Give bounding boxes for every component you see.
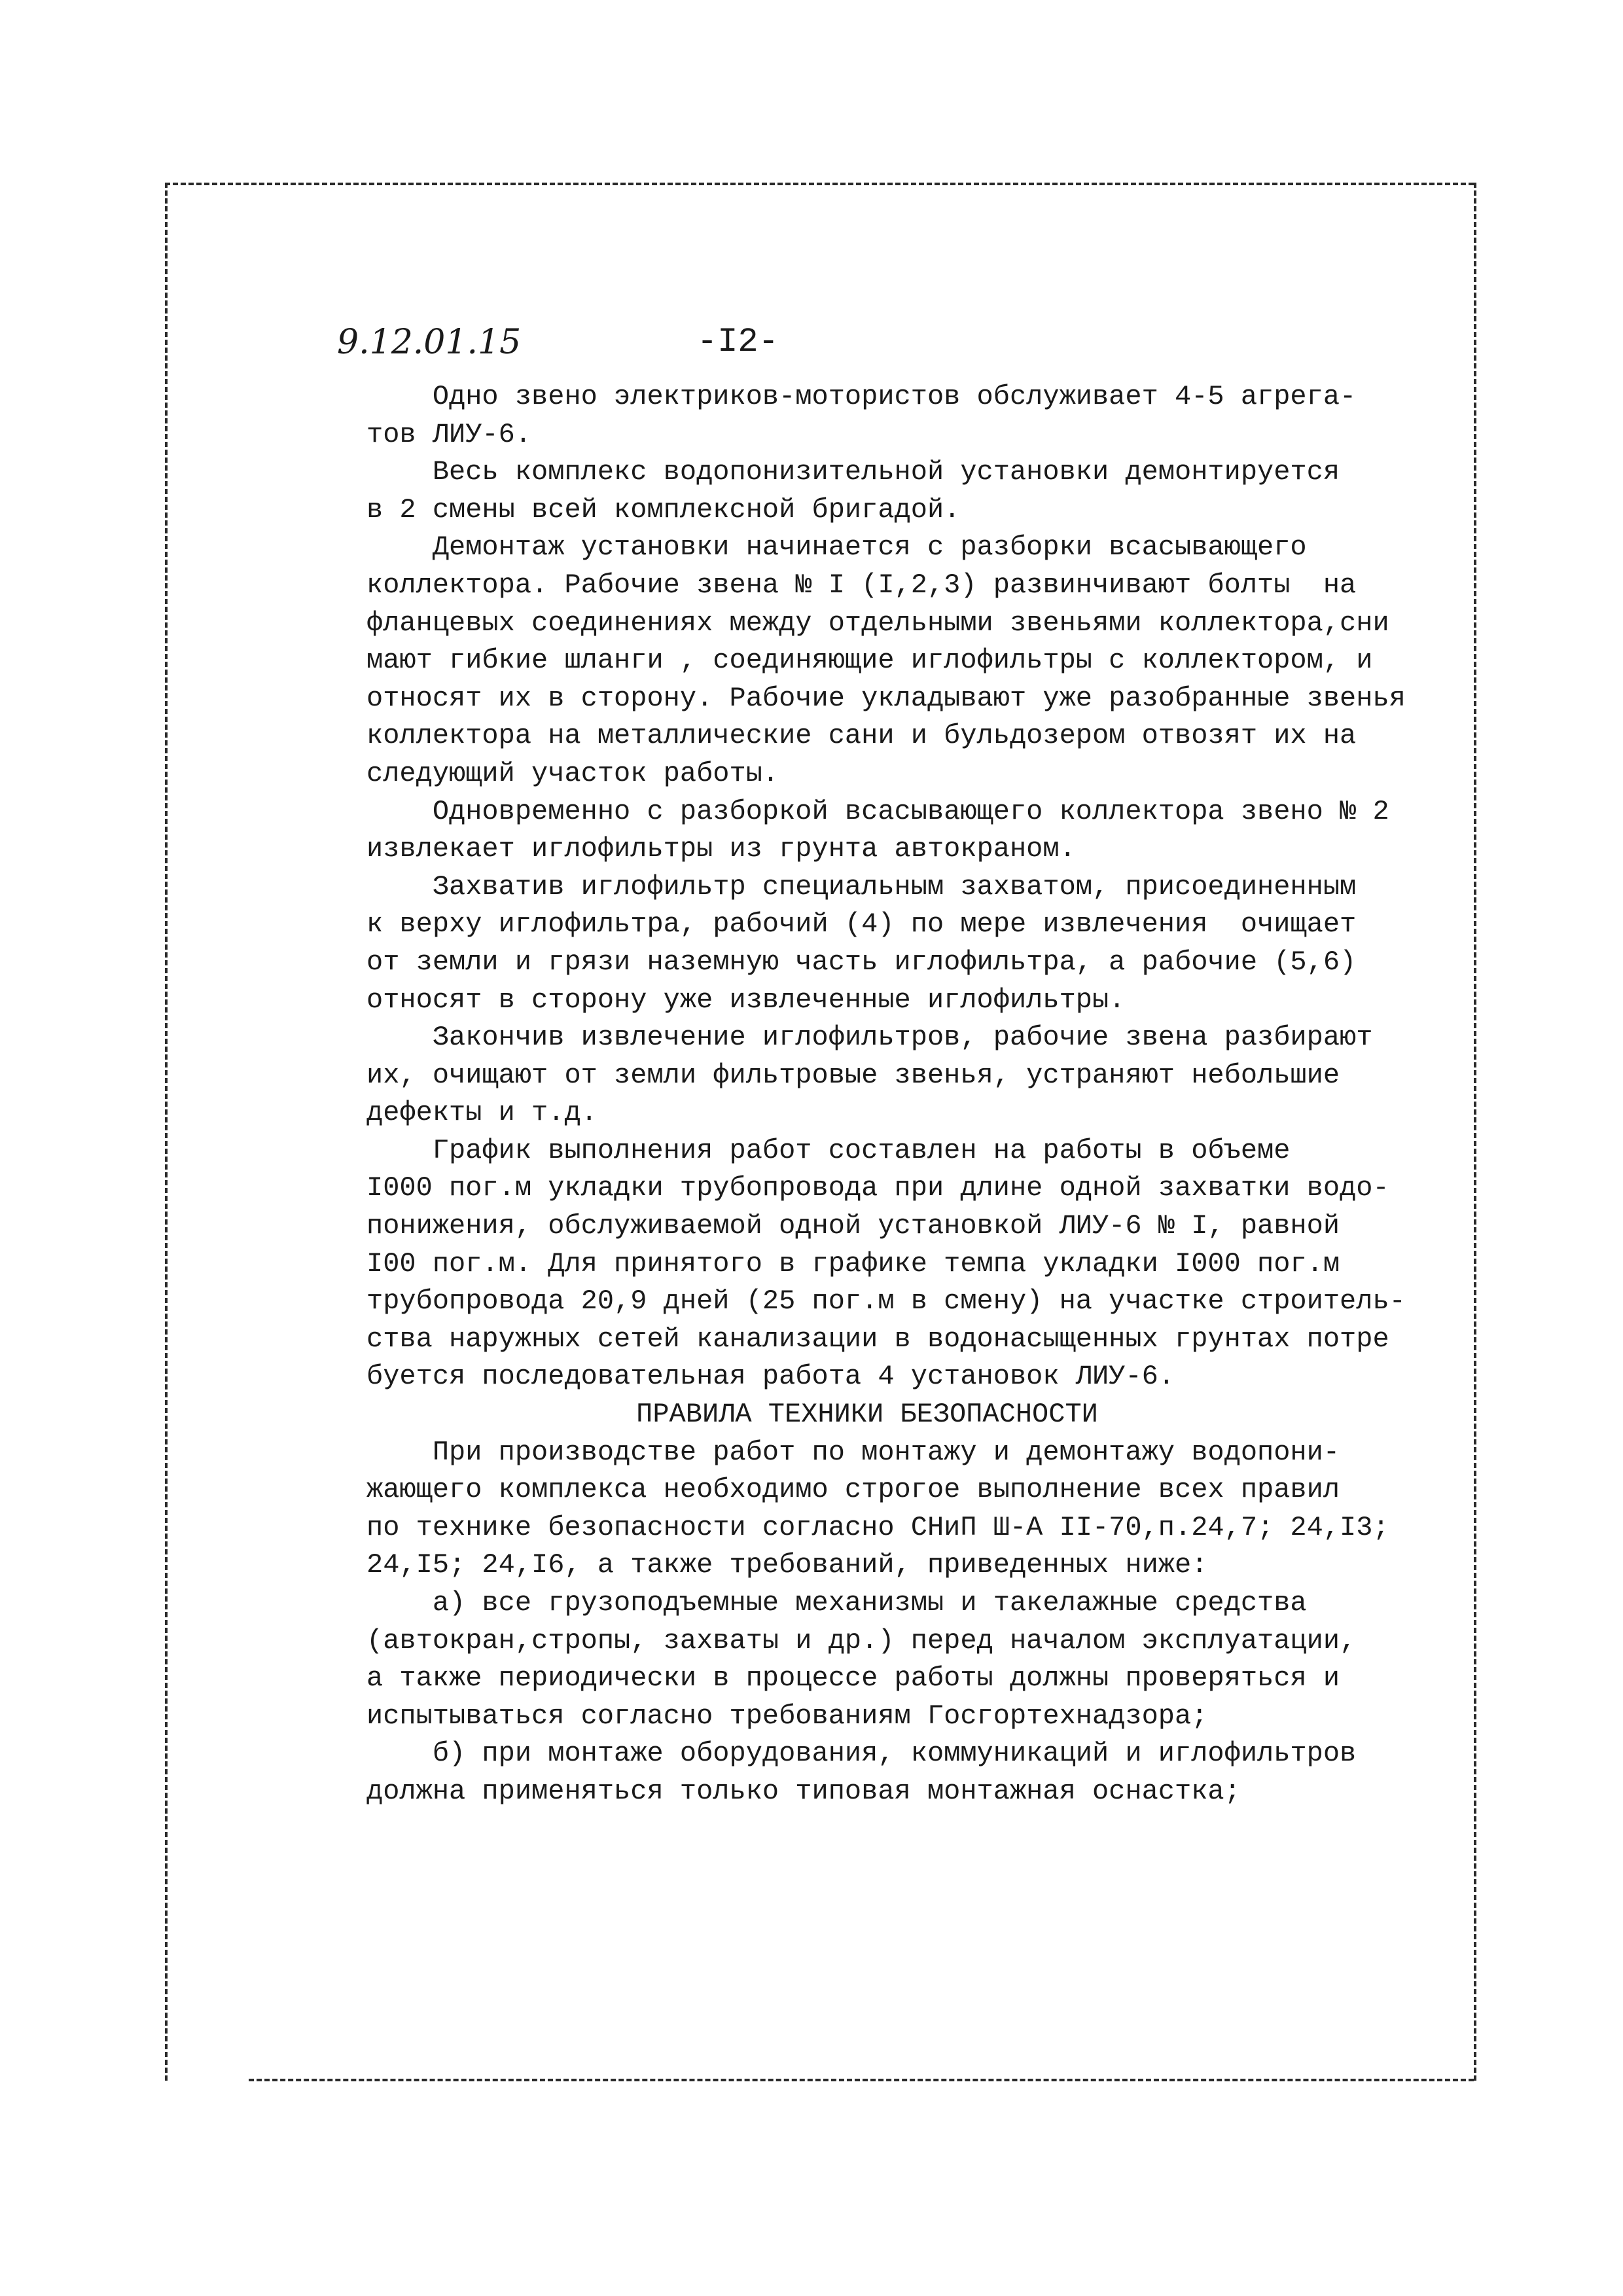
document-code: 9.12.01.15 bbox=[337, 323, 522, 362]
text-line: жающего комплекса необходимо строгое выполнение всех правил bbox=[366, 1474, 1340, 1506]
text-line: I000 пог.м укладки трубопровода при длине одной захватки водо- bbox=[366, 1172, 1389, 1204]
text-line: а) все грузоподъемные механизмы и такелажные средства bbox=[366, 1587, 1307, 1619]
frame-bottom-border bbox=[249, 2079, 1474, 2081]
text-line: мают гибкие шланги , соединяющие иглофильтры с коллектором, и bbox=[366, 645, 1373, 677]
text-line: коллектора. Рабочие звена № I (I,2,3) развинчивают болты на bbox=[366, 569, 1357, 601]
text-line: к верху иглофильтра, рабочий (4) по мере извлечения очищает bbox=[366, 908, 1357, 941]
text-line: понижения, обслуживаемой одной установкой ЛИУ-6 № I, равной bbox=[366, 1210, 1340, 1242]
text-line: Одно звено электриков-мотористов обслуживает 4-5 агрега- bbox=[366, 381, 1357, 412]
text-line: График выполнения работ составлен на работы в объеме bbox=[366, 1134, 1291, 1166]
text-line: следующий участок работы. bbox=[366, 757, 779, 789]
text-line: коллектора на металлические сани и бульдозером отвозят их на bbox=[366, 720, 1357, 752]
text-line: по технике безопасности согласно СНиП Ш-А II-70,п.24,7; 24,I3; bbox=[366, 1511, 1389, 1543]
text-line: относят их в сторону. Рабочие укладывают уже разобранные звенья bbox=[366, 682, 1406, 714]
text-line: испытываться согласно требованиям Госгортехнадзора; bbox=[366, 1700, 1208, 1732]
text-line: Демонтаж установки начинается с разборки всасывающего bbox=[366, 531, 1307, 564]
text-line: должна применяться только типовая монтажная оснастка; bbox=[366, 1775, 1241, 1807]
text-line: I00 пог.м. Для принятого в графике темпа укладки I000 пог.м bbox=[366, 1247, 1340, 1280]
page-number: -I2- bbox=[697, 323, 779, 361]
text-line: ства наружных сетей канализации в водонасыщенных грунтах потре bbox=[366, 1323, 1389, 1355]
text-line: Весь комплекс водопонизительной установки демонтируется bbox=[366, 456, 1340, 488]
text-line: 24,I5; 24,I6, а также требований, приведенных ниже: bbox=[366, 1549, 1208, 1581]
text-line: трубопровода 20,9 дней (25 пог.м в смену) на участке строитель- bbox=[366, 1285, 1406, 1318]
frame-left-border bbox=[165, 183, 168, 2081]
frame-right-border bbox=[1474, 183, 1476, 2081]
text-line: от земли и грязи наземную часть иглофильтра, а рабочие (5,6) bbox=[366, 946, 1357, 978]
text-line: фланцевых соединениях между отдельными звеньями коллектора,сни bbox=[366, 607, 1389, 639]
text-line: (автокран,стропы, захваты и др.) перед началом эксплуатации, bbox=[366, 1624, 1357, 1657]
section-heading: ПРАВИЛА ТЕХНИКИ БЕЗОПАСНОСТИ bbox=[636, 1399, 1098, 1431]
text-line: относят в сторону уже извлеченные иглофильтры. bbox=[366, 984, 1126, 1016]
text-line: дефекты и т.д. bbox=[366, 1097, 597, 1129]
body-text bbox=[366, 378, 1406, 1811]
text-line: б) при монтаже оборудования, коммуникаций и иглофильтров bbox=[366, 1738, 1357, 1770]
text-line: их, очищают от земли фильтровые звенья, устраняют небольшие bbox=[366, 1059, 1340, 1091]
text-line: Захватив иглофильтр специальным захватом, присоединенным bbox=[366, 870, 1357, 903]
text-line: извлекает иглофильтры из грунта автокраном. bbox=[366, 833, 1076, 865]
text-line: Одновременно с разборкой всасывающего коллектора звено № 2 bbox=[366, 795, 1389, 827]
text-line: тов ЛИУ-6. bbox=[366, 418, 532, 450]
text-line: в 2 смены всей комплексной бригадой. bbox=[366, 493, 961, 526]
frame-top-border bbox=[165, 183, 1474, 185]
text-line: буется последовательная работа 4 установок ЛИУ-6. bbox=[366, 1361, 1175, 1393]
text-line: При производстве работ по монтажу и демонтажу водопони- bbox=[366, 1436, 1340, 1468]
text-line: а также периодически в процессе работы должны проверяться и bbox=[366, 1662, 1340, 1695]
text-line: Закончив извлечение иглофильтров, рабочие звена разбирают bbox=[366, 1022, 1373, 1054]
